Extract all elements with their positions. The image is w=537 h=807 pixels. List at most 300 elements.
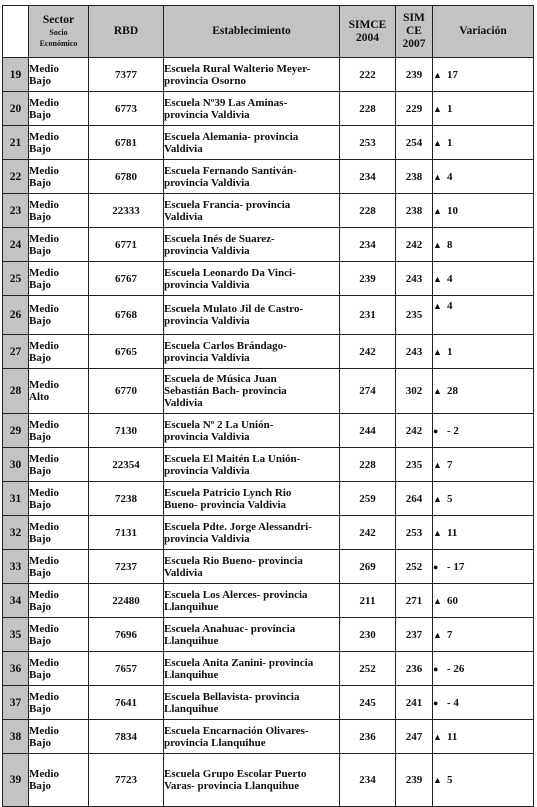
variation-value: 11 <box>447 526 458 539</box>
variation-value: 5 <box>447 774 453 786</box>
simce-2007-cell: 264 <box>396 482 433 516</box>
sector-cell <box>29 414 89 448</box>
sector-line1: Medio <box>29 62 59 75</box>
school-name-line1: Escuela Pdte. Jorge Alessandri- <box>164 520 312 533</box>
header-simce-2007-line1: SIM <box>403 12 425 24</box>
school-name-line2: provincia Llanquihue <box>164 736 266 749</box>
simce-2004-cell: 231 <box>340 296 396 335</box>
school-name-line1: Escuela Rio Bueno- provincia <box>164 554 303 567</box>
rbd-cell: 7641 <box>89 686 164 720</box>
variation-cell <box>433 228 534 262</box>
school-name-cell <box>164 296 340 335</box>
table-row <box>3 228 534 262</box>
sector-line2: Bajo <box>29 74 51 87</box>
variation-cell <box>433 686 534 720</box>
school-name-line1: Escuela Anahuac- provincia <box>164 622 296 635</box>
sector-line2: Bajo <box>29 532 51 545</box>
sector-line2: Bajo <box>29 668 51 681</box>
simce-2004-cell: 274 <box>340 369 396 414</box>
row-number: 22 <box>3 160 29 194</box>
simce-2004-cell: 245 <box>340 686 396 720</box>
sector-cell <box>29 262 89 296</box>
row-number: 26 <box>3 296 29 335</box>
header-simce-2004-line2: 2004 <box>356 31 379 44</box>
simce-2004-cell: 234 <box>340 754 396 807</box>
simce-2004-cell: 230 <box>340 618 396 652</box>
variation-cell <box>433 516 534 550</box>
simce-2004-cell: 253 <box>340 126 396 160</box>
simce-2007-cell: 243 <box>396 262 433 296</box>
table-row <box>3 720 534 754</box>
rbd-cell: 6781 <box>89 126 164 160</box>
school-name-line1: Escuela Grupo Escolar Puerto <box>164 768 307 780</box>
sector-cell <box>29 516 89 550</box>
school-name-line1: Escuela Bellavista- provincia <box>164 690 300 703</box>
header-simce-2007-line3: 2007 <box>402 38 426 50</box>
table-row <box>3 550 534 584</box>
school-name-line1: Escuela Leonardo Da Vinci- <box>164 266 296 279</box>
rbd-cell: 6770 <box>89 369 164 414</box>
sector-cell <box>29 194 89 228</box>
sector-line2: Bajo <box>29 142 51 155</box>
up-triangle-icon: ▲ <box>433 205 442 216</box>
school-name-line2: Valdivia <box>164 142 203 155</box>
variation-cell <box>433 126 534 160</box>
row-number: 23 <box>3 194 29 228</box>
variation-cell <box>433 160 534 194</box>
school-name-cell <box>164 58 340 92</box>
sector-line2: Bajo <box>29 600 51 613</box>
school-name-cell <box>164 754 340 807</box>
sector-line1: Medio <box>29 232 59 245</box>
school-name-cell <box>164 92 340 126</box>
school-name-line1: Escuela El Maitén La Unión- <box>164 452 301 465</box>
header-simce-2007-line2: CE <box>406 25 422 37</box>
sector-cell <box>29 369 89 414</box>
school-name-line1: Escuela Francia- provincia <box>164 198 291 211</box>
simce-2007-cell: 253 <box>396 516 433 550</box>
school-name-cell <box>164 194 340 228</box>
up-triangle-icon: ▲ <box>433 103 442 114</box>
variation-cell <box>433 550 534 584</box>
school-name-line2: provincia Valdivia <box>164 464 250 477</box>
variation-cell <box>433 584 534 618</box>
down-dot-icon: ● <box>433 697 439 708</box>
school-name-cell <box>164 448 340 482</box>
rbd-cell: 7377 <box>89 58 164 92</box>
variation-cell <box>433 448 534 482</box>
sector-cell <box>29 448 89 482</box>
variation-value: 60 <box>447 594 458 607</box>
variation-value: 1 <box>447 345 453 358</box>
school-name-line2: Varas- provincia Llanquihue <box>164 780 300 792</box>
table-row <box>3 754 534 807</box>
sector-line1: Medio <box>29 198 59 211</box>
row-number: 19 <box>3 58 29 92</box>
rbd-cell: 7696 <box>89 618 164 652</box>
up-triangle-icon: ▲ <box>433 137 442 148</box>
rbd-cell: 7237 <box>89 550 164 584</box>
variation-value: 7 <box>447 458 453 471</box>
school-name-line1: Escuela Carlos Brándago- <box>164 339 287 352</box>
sector-line1: Medio <box>29 418 59 431</box>
up-triangle-icon: ▲ <box>433 527 442 538</box>
variation-cell <box>433 92 534 126</box>
school-name-cell <box>164 584 340 618</box>
simce-2007-cell: 242 <box>396 414 433 448</box>
variation-value: 28 <box>447 385 458 397</box>
variation-cell <box>433 335 534 369</box>
sector-cell <box>29 652 89 686</box>
variation-value: - 17 <box>447 560 465 573</box>
sector-line1: Medio <box>29 130 59 143</box>
variation-cell <box>433 482 534 516</box>
sector-cell <box>29 550 89 584</box>
school-name-line2: Llanquihue <box>164 702 219 715</box>
variation-cell <box>433 618 534 652</box>
variation-cell <box>433 369 534 414</box>
sector-line2: Bajo <box>29 430 51 443</box>
variation-value: 10 <box>447 204 458 217</box>
header-simce-2007 <box>396 6 433 58</box>
sector-line1: Medio <box>29 96 59 109</box>
header-rbd: RBD <box>89 6 164 58</box>
up-triangle-icon: ▲ <box>433 301 442 311</box>
school-name-line1: Escuela Alemania- provincia <box>164 130 299 143</box>
sector-line1: Medio <box>29 724 59 737</box>
table-row <box>3 482 534 516</box>
sector-line2: Bajo <box>29 278 51 291</box>
sector-line1: Medio <box>29 164 59 177</box>
table-row <box>3 369 534 414</box>
variation-cell <box>433 58 534 92</box>
simce-2007-cell: 238 <box>396 194 433 228</box>
sector-line2: Bajo <box>29 315 51 327</box>
sector-cell <box>29 58 89 92</box>
sector-line2: Bajo <box>29 108 51 121</box>
simce-2007-cell: 242 <box>396 228 433 262</box>
sector-line1: Medio <box>29 554 59 567</box>
sector-cell <box>29 92 89 126</box>
row-number: 36 <box>3 652 29 686</box>
table-header-row <box>3 6 534 58</box>
row-number: 27 <box>3 335 29 369</box>
rbd-cell: 6767 <box>89 262 164 296</box>
sector-line2: Bajo <box>29 351 51 364</box>
simce-2004-cell: 234 <box>340 160 396 194</box>
sector-line2: Bajo <box>29 780 51 792</box>
sector-line1: Medio <box>29 486 59 499</box>
header-sector <box>29 6 89 58</box>
row-number: 32 <box>3 516 29 550</box>
simce-2004-cell: 228 <box>340 194 396 228</box>
school-name-line1: Escuela Anita Zanini- provincia <box>164 656 314 669</box>
header-simce-2004-line1: SIMCE <box>348 18 387 31</box>
table-row <box>3 58 534 92</box>
sector-line1: Medio <box>29 266 59 279</box>
sector-line2: Bajo <box>29 702 51 715</box>
school-name-line3: Valdivia <box>164 397 203 409</box>
up-triangle-icon: ▲ <box>433 69 442 80</box>
header-sector-line2: Socio <box>49 28 68 37</box>
sector-cell <box>29 618 89 652</box>
school-name-line2: provincia Valdivia <box>164 532 250 545</box>
rbd-cell: 22480 <box>89 584 164 618</box>
up-triangle-icon: ▲ <box>433 346 442 357</box>
simce-2004-cell: 236 <box>340 720 396 754</box>
simce-2007-cell: 252 <box>396 550 433 584</box>
sector-line1: Medio <box>29 622 59 635</box>
row-number: 30 <box>3 448 29 482</box>
sector-cell <box>29 296 89 335</box>
school-name-line2: provincia Valdivia <box>164 108 250 121</box>
school-name-line2: provincia Valdivia <box>164 176 250 189</box>
up-triangle-icon: ▲ <box>433 731 442 742</box>
simce-2007-cell: 243 <box>396 335 433 369</box>
simce-2004-cell: 242 <box>340 516 396 550</box>
simce-2004-cell: 228 <box>340 92 396 126</box>
simce-2004-cell: 234 <box>340 228 396 262</box>
row-number: 29 <box>3 414 29 448</box>
simce-2007-cell: 235 <box>396 448 433 482</box>
row-number: 37 <box>3 686 29 720</box>
school-name-line2: Sebastián Bach- provincia <box>164 385 287 397</box>
simce-2007-cell: 239 <box>396 754 433 807</box>
variation-value: 4 <box>447 272 453 285</box>
school-name-cell <box>164 516 340 550</box>
school-name-cell <box>164 262 340 296</box>
header-sector-line1: Sector <box>42 14 75 26</box>
school-name-line2: provincia Valdivia <box>164 315 250 327</box>
rbd-cell: 7834 <box>89 720 164 754</box>
school-name-line2: Llanquihue <box>164 634 219 647</box>
simce-2004-cell: 242 <box>340 335 396 369</box>
rbd-cell: 7131 <box>89 516 164 550</box>
row-number: 31 <box>3 482 29 516</box>
variation-cell <box>433 414 534 448</box>
row-number: 39 <box>3 754 29 807</box>
sector-line2: Bajo <box>29 176 51 189</box>
simce-2007-cell: 241 <box>396 686 433 720</box>
down-dot-icon: ● <box>433 561 439 572</box>
variation-value: 8 <box>447 238 453 251</box>
rbd-cell: 7130 <box>89 414 164 448</box>
row-number: 28 <box>3 369 29 414</box>
sector-line2: Bajo <box>29 464 51 477</box>
down-dot-icon: ● <box>433 425 439 436</box>
table-body <box>3 58 534 807</box>
sector-line2: Bajo <box>29 244 51 257</box>
sector-line2: Alto <box>29 391 50 403</box>
table-row <box>3 584 534 618</box>
up-triangle-icon: ▲ <box>433 386 442 396</box>
school-name-line2: Llanquihue <box>164 600 219 613</box>
school-name-cell <box>164 228 340 262</box>
sector-line2: Bajo <box>29 634 51 647</box>
sector-cell <box>29 584 89 618</box>
simce-2007-cell: 237 <box>396 618 433 652</box>
sector-line2: Bajo <box>29 498 51 511</box>
variation-value: 17 <box>447 68 458 81</box>
sector-line1: Medio <box>29 690 59 703</box>
up-triangle-icon: ▲ <box>433 459 442 470</box>
school-name-line2: provincia Valdivia <box>164 351 250 364</box>
table-row <box>3 296 534 335</box>
header-establecimiento: Establecimiento <box>164 6 340 58</box>
row-number: 25 <box>3 262 29 296</box>
table-row <box>3 160 534 194</box>
school-name-line2: provincia Valdivia <box>164 278 250 291</box>
school-name-cell <box>164 720 340 754</box>
rbd-cell: 6765 <box>89 335 164 369</box>
school-name-cell <box>164 335 340 369</box>
table-row <box>3 92 534 126</box>
rbd-cell: 7238 <box>89 482 164 516</box>
row-number: 34 <box>3 584 29 618</box>
sector-cell <box>29 335 89 369</box>
variation-value: 4 <box>447 170 453 183</box>
variation-value: - 26 <box>447 662 465 675</box>
school-name-line2: provincia Valdivia <box>164 430 250 443</box>
variation-value: 4 <box>447 300 453 312</box>
variation-cell <box>433 194 534 228</box>
school-name-line1: Escuela Fernando Santiván- <box>164 164 297 177</box>
school-name-cell <box>164 369 340 414</box>
header-simce-2004 <box>340 6 396 58</box>
variation-cell <box>433 720 534 754</box>
row-number: 21 <box>3 126 29 160</box>
simce-2004-cell: 239 <box>340 262 396 296</box>
rbd-cell: 7657 <box>89 652 164 686</box>
school-name-line1: Escuela Mulato Jil de Castro- <box>164 303 304 315</box>
sector-cell <box>29 482 89 516</box>
table-row <box>3 618 534 652</box>
table-row <box>3 335 534 369</box>
variation-value: 7 <box>447 628 453 641</box>
row-number: 35 <box>3 618 29 652</box>
sector-line1: Medio <box>29 520 59 533</box>
up-triangle-icon: ▲ <box>433 775 442 785</box>
simce-2004-cell: 269 <box>340 550 396 584</box>
school-name-line2: Bueno- provincia Valdivia <box>164 498 287 511</box>
school-name-line1: Escuela Rural Walterio Meyer- <box>164 62 311 75</box>
variation-value: 11 <box>447 730 458 743</box>
header-variacion: Variación <box>433 6 534 58</box>
variation-value: 1 <box>447 136 453 149</box>
simce-2007-cell: 271 <box>396 584 433 618</box>
table-row <box>3 652 534 686</box>
simce-2004-cell: 222 <box>340 58 396 92</box>
rbd-cell: 6771 <box>89 228 164 262</box>
sector-cell <box>29 720 89 754</box>
variation-cell <box>433 296 534 335</box>
variation-value: 1 <box>447 102 453 115</box>
table-row <box>3 262 534 296</box>
sector-cell <box>29 754 89 807</box>
simce-2004-cell: 259 <box>340 482 396 516</box>
sector-line1: Medio <box>29 379 59 391</box>
sector-cell <box>29 228 89 262</box>
table-row <box>3 126 534 160</box>
simce-2007-cell: 302 <box>396 369 433 414</box>
up-triangle-icon: ▲ <box>433 171 442 182</box>
variation-value: 5 <box>447 492 453 505</box>
variation-cell <box>433 652 534 686</box>
row-number: 20 <box>3 92 29 126</box>
table-row <box>3 448 534 482</box>
simce-2004-cell: 211 <box>340 584 396 618</box>
school-name-line2: Llanquihue <box>164 668 219 681</box>
simce-results-table <box>2 5 534 807</box>
up-triangle-icon: ▲ <box>433 629 442 640</box>
table-row <box>3 516 534 550</box>
simce-2007-cell: 229 <box>396 92 433 126</box>
sector-line2: Bajo <box>29 736 51 749</box>
school-name-line2: provincia Osorno <box>164 74 247 87</box>
simce-2007-cell: 254 <box>396 126 433 160</box>
school-name-line2: provincia Valdivia <box>164 244 250 257</box>
sector-cell <box>29 686 89 720</box>
rbd-cell: 22354 <box>89 448 164 482</box>
table-row <box>3 194 534 228</box>
school-name-cell <box>164 482 340 516</box>
variation-cell <box>433 262 534 296</box>
school-name-line1: Escuela Inés de Suarez- <box>164 232 275 245</box>
table-row <box>3 414 534 448</box>
row-number: 24 <box>3 228 29 262</box>
school-name-line1: Escuela Los Alerces- provincia <box>164 588 308 601</box>
sector-line2: Bajo <box>29 210 51 223</box>
school-name-line1: Escuela de Música Juan <box>164 373 277 385</box>
header-corner-blank <box>3 6 29 58</box>
up-triangle-icon: ▲ <box>433 493 442 504</box>
sector-line1: Medio <box>29 656 59 669</box>
school-name-cell <box>164 160 340 194</box>
simce-2007-cell: 235 <box>396 296 433 335</box>
school-name-line2: Valdivia <box>164 210 203 223</box>
rbd-cell: 6773 <box>89 92 164 126</box>
table-row <box>3 686 534 720</box>
school-name-cell <box>164 550 340 584</box>
school-name-cell <box>164 414 340 448</box>
school-name-cell <box>164 126 340 160</box>
up-triangle-icon: ▲ <box>433 239 442 250</box>
simce-2007-cell: 239 <box>396 58 433 92</box>
school-name-line1: Escuela Nº39 Las Aminas- <box>164 96 288 109</box>
header-sector-line3: Económico <box>39 39 78 48</box>
school-name-cell <box>164 652 340 686</box>
sector-line1: Medio <box>29 339 59 352</box>
up-triangle-icon: ▲ <box>433 595 442 606</box>
school-name-line1: Escuela Nº 2 La Unión- <box>164 418 274 431</box>
school-name-cell <box>164 618 340 652</box>
sector-line1: Medio <box>29 588 59 601</box>
simce-2007-cell: 238 <box>396 160 433 194</box>
rbd-cell: 6780 <box>89 160 164 194</box>
sector-line1: Medio <box>29 768 59 780</box>
variation-value: - 2 <box>447 424 459 437</box>
simce-2004-cell: 252 <box>340 652 396 686</box>
rbd-cell: 6768 <box>89 296 164 335</box>
school-name-line2: Valdivia <box>164 566 203 579</box>
rbd-cell: 7723 <box>89 754 164 807</box>
rbd-cell: 22333 <box>89 194 164 228</box>
sector-cell <box>29 160 89 194</box>
variation-cell <box>433 754 534 807</box>
sector-line1: Medio <box>29 303 59 315</box>
variation-value: - 4 <box>447 696 459 709</box>
simce-2007-cell: 247 <box>396 720 433 754</box>
